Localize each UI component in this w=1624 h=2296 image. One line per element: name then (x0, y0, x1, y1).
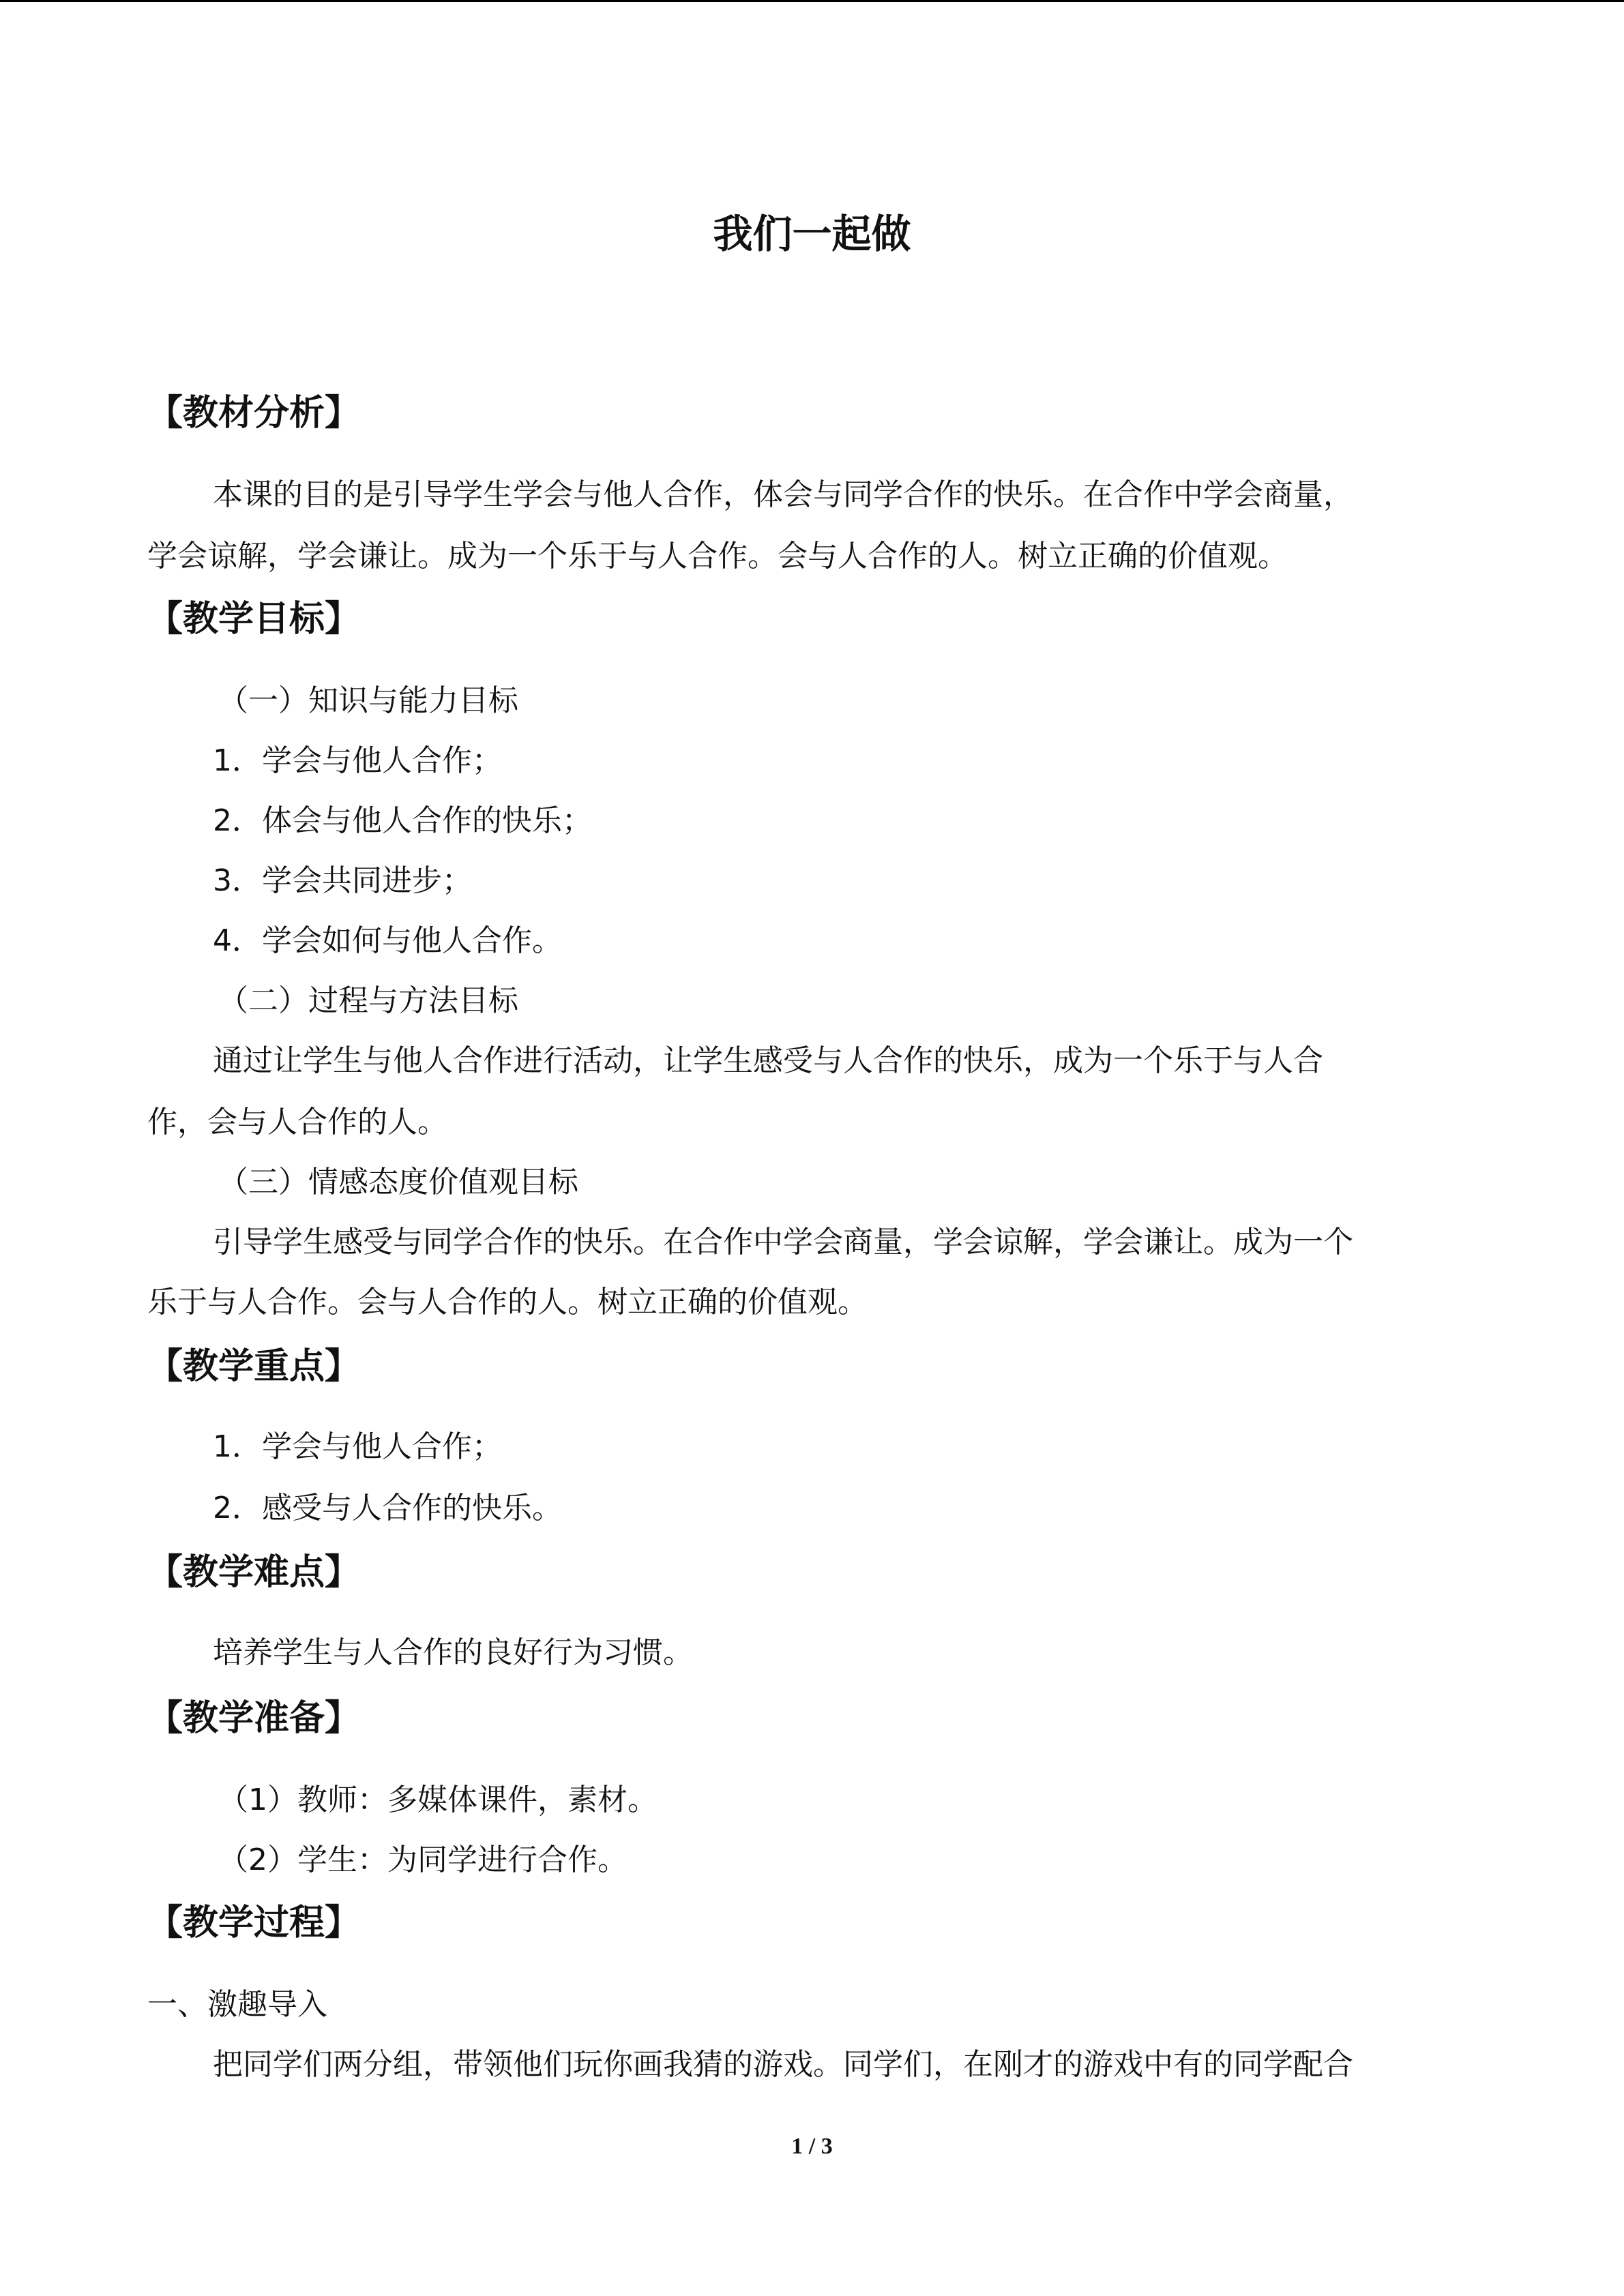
list-item: 1．学会与他人合作； (213, 743, 502, 778)
paragraph-line: 通过让学生与他人合作进行活动，让学生感受与人合作的快乐，成为一个乐于与人合 (213, 1043, 1323, 1078)
paragraph-line: 学会谅解，学会谦让。成为一个乐于与人合作。会与人合作的人。树立正确的价值观。 (147, 539, 1288, 573)
list-item: 3．学会共同进步； (213, 863, 472, 898)
list-item: （1）教师：多媒体课件，素材。 (218, 1783, 658, 1817)
heading-key-points: 【教学重点】 (147, 1346, 361, 1387)
list-item: 1．学会与他人合作； (213, 1429, 502, 1464)
paragraph-line: 引导学生感受与同学合作的快乐。在合作中学会商量，学会谅解，学会谦让。成为一个 (213, 1225, 1353, 1259)
list-item: 4．学会如何与他人合作。 (213, 923, 562, 958)
paragraph-line: 本课的目的是引导学生学会与他人合作，体会与同学合作的快乐。在合作中学会商量， (213, 477, 1353, 512)
paragraph-line: 把同学们两分组，带领他们玩你画我猜的游戏。同学们，在刚才的游戏中有的同学配合 (213, 2047, 1353, 2082)
subheading: （二）过程与方法目标 (218, 983, 518, 1018)
list-item: 2．感受与人合作的快乐。 (213, 1491, 562, 1525)
heading-difficulty: 【教学难点】 (147, 1552, 361, 1593)
heading-goals: 【教学目标】 (147, 599, 361, 640)
subheading: （三）情感态度价值观目标 (218, 1165, 578, 1199)
heading-analysis: 【教材分析】 (147, 393, 361, 434)
page-title: 我们一起做 (713, 211, 911, 257)
paragraph-line: 作，会与人合作的人。 (147, 1105, 447, 1139)
subheading: （一）知识与能力目标 (218, 683, 518, 718)
paragraph-line: 乐于与人合作。会与人合作的人。树立正确的价值观。 (147, 1285, 868, 1320)
page-number: 1 / 3 (791, 2134, 833, 2159)
heading-process: 【教学过程】 (147, 1903, 361, 1943)
paragraph-line: 培养学生与人合作的良好行为习惯。 (213, 1635, 693, 1670)
list-item: 2．体会与他人合作的快乐； (213, 803, 592, 838)
top-border (0, 0, 1624, 2)
heading-preparation: 【教学准备】 (147, 1698, 361, 1739)
list-item: （2）学生：为同学进行合作。 (218, 1843, 628, 1877)
step-title: 一、激趣导入 (147, 1987, 327, 2022)
